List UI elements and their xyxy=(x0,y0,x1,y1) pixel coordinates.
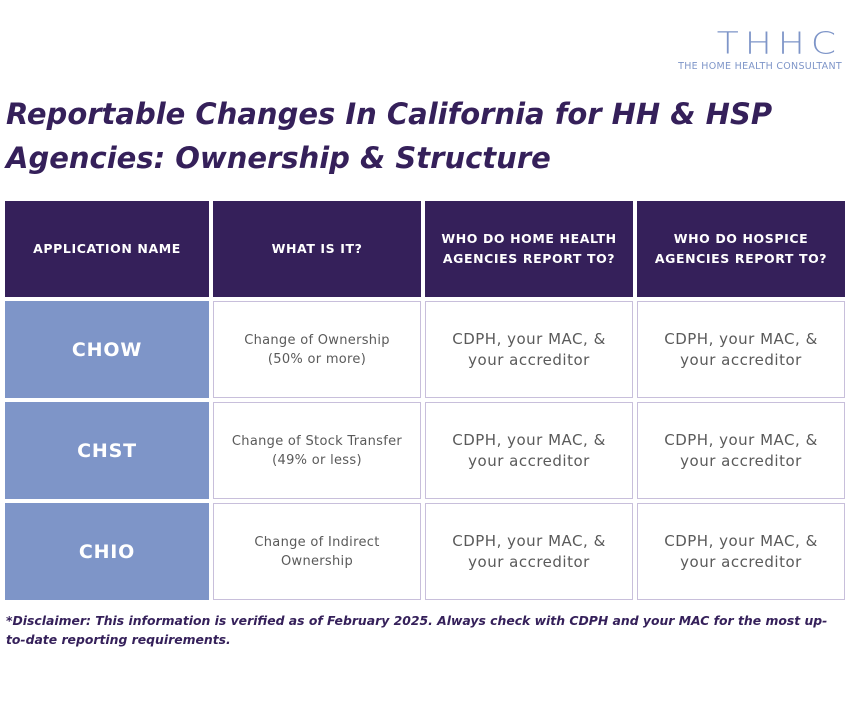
row-chio-home-health: CDPH, your MAC, & your accreditor xyxy=(425,503,633,600)
row-chst-name: CHST xyxy=(5,402,209,499)
row-chst-description: Change of Stock Transfer (49% or less) xyxy=(213,402,421,499)
row-chow-hospice: CDPH, your MAC, & your accreditor xyxy=(637,301,845,398)
row-chow-name: CHOW xyxy=(5,301,209,398)
logo-mark: THHC xyxy=(716,26,842,61)
row-chio-description: Change of Indirect Ownership xyxy=(213,503,421,600)
header-hospice-report-to: WHO DO HOSPICE AGENCIES REPORT TO? xyxy=(637,201,845,297)
disclaimer: *Disclaimer: This information is verified as of February 2025. Always check with CDPH and your MAC for the most up-to-date reporting requirements. xyxy=(6,613,828,647)
reportable-changes-table xyxy=(5,201,845,600)
logo-tagline: THE HOME HEALTH CONSULTANT xyxy=(678,61,842,72)
row-chst-home-health: CDPH, your MAC, & your accreditor xyxy=(425,402,633,499)
brand-logo xyxy=(642,26,842,72)
row-chio-hospice: CDPH, your MAC, & your accreditor xyxy=(637,503,845,600)
row-chow-home-health: CDPH, your MAC, & your accreditor xyxy=(425,301,633,398)
header-home-health-report-to: WHO DO HOME HEALTH AGENCIES REPORT TO? xyxy=(425,201,633,297)
row-chow-description: Change of Ownership (50% or more) xyxy=(213,301,421,398)
row-chio-name: CHIO xyxy=(5,503,209,600)
row-chst-hospice: CDPH, your MAC, & your accreditor xyxy=(637,402,845,499)
page-title: Reportable Changes In California for HH & HSP Agencies: Ownership & Structure xyxy=(6,97,773,175)
header-application-name: APPLICATION NAME xyxy=(5,201,209,297)
header-what-is-it: WHAT IS IT? xyxy=(213,201,421,297)
